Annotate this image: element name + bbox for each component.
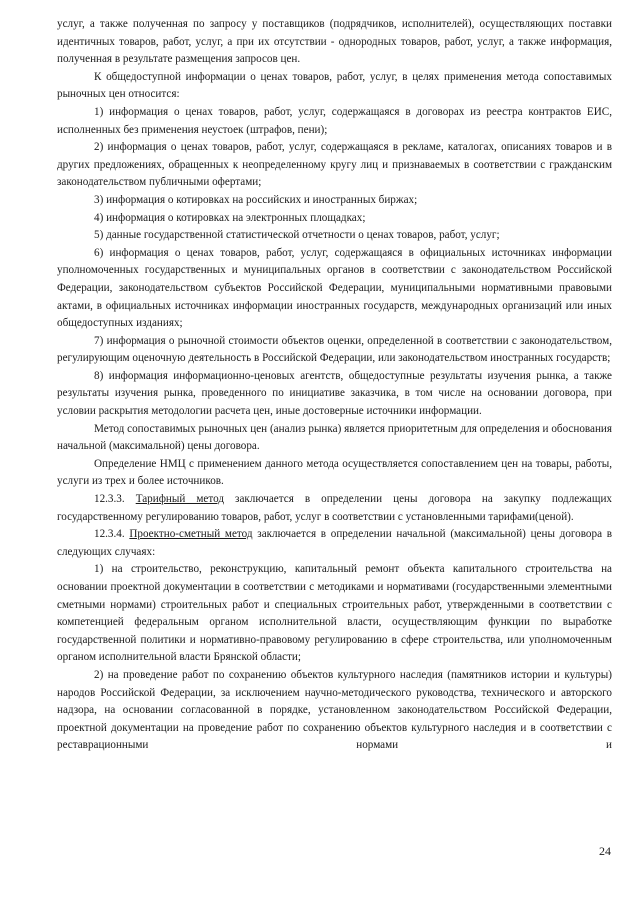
paragraph: услуг, а также полученная по запросу у поставщиков (подрядчиков, исполнителей), осуществляющих поставки идентичных товаров, работ, услуг, а при их отсутствии - однородных товаров, работ, услуг, а также информация, полученная в результате размещения запросов цен. [57,18,612,66]
paragraph: Метод сопоставимых рыночных цен (анализ рынка) является приоритетным для определения и обоснования начальной (максимальной) цены договора. [57,422,612,453]
list-item: 8) информация информационно-ценовых агентств, общедоступные результаты изучения рынка, а также результаты изучения рынка, проведенного по инициативе заказчика, в том числе на основании договора, при условии раскрытия методологии расчета цен, иные достоверные источники информации. [57,369,612,418]
paragraph-text: заключается в определении цены договора на закупку подлежащих государственному регулированию товаров, работ, услуг в соответствии с установленными тарифами(ценой). [57,493,612,523]
section-number: 12.3.4. [94,528,125,541]
document-page [57,16,612,755]
list-item: 2) информация о ценах товаров, работ, услуг, содержащаяся в рекламе, каталогах, описаниях товаров и в других предложениях, обращенных к неопределенному кругу лиц и признаваемых в соответствии с гражданским законодательством публичными офертами; [57,141,612,189]
section-paragraph [57,526,612,561]
paragraph: К общедоступной информации о ценах товаров, работ, услуг, в целях применения метода сопоставимых рыночных цен относится: [57,70,612,101]
page-number: 24 [599,844,611,858]
method-term: Тарифный метод [135,493,224,506]
list-item: 7) информация о рыночной стоимости объектов оценки, определенной в соответствии с законодательством, регулирующим оценочную деятельность в Российской Федерации, или законодательством иностранных государств; [57,334,612,365]
list-item: 6) информация о ценах товаров, работ, услуг, содержащаяся в официальных источниках информации уполномоченных государственных и муниципальных органов в соответствии с законодательством Российской Федерации, законодательством субъектов Российской Федерации, муниципальными нормативными правовыми актами, в официальных источниках информации иностранных государств, международных организаций или иных общедоступных изданиях; [57,246,612,330]
method-term: Проектно-сметный метод [129,528,253,541]
section-paragraph [57,491,612,526]
list-item: 1) на строительство, реконструкцию, капитальный ремонт объекта капитального строительства на основании проектной документации в соответствии с методиками и нормативами (государственными элементными сметными нормами) строительных работ и специальных строительных работ, утвержденными в соответствии с компетенцией федеральным органом исполнительной власти, осуществляющим функции по выработке государственной политики и нормативно-правовому регулированию в сфере строительства, или уполномоченным органом исполнительной власти Брянской области; [57,563,612,664]
paragraph: Определение НМЦ с применением данного метода осуществляется сопоставлением цен на товары, работы, услуги из трех и более источников. [57,457,612,488]
list-item: 3) информация о котировках на российских и иностранных биржах; [94,193,418,206]
list-item: 1) информация о ценах товаров, работ, услуг, содержащаяся в договорах из реестра контрактов ЕИС, исполненных без применения неустоек (штрафов, пени); [57,105,612,136]
list-item: 2) на проведение работ по сохранению объектов культурного наследия (памятников истории и культуры) народов Российской Федерации, за исключением научно-методического руководства, технического и авторского надзора, на основании согласованной в порядке, установленном законодательством Российской Федерации, проектной документации на проведение работ по сохранению объектов культурного наследия и в соответствии с реставрационными нормами и [57,668,612,752]
list-item: 5) данные государственной статистической отчетности о ценах товаров, работ, услуг; [94,229,500,242]
section-number: 12.3.3. [94,493,125,506]
list-item: 4) информация о котировках на электронных площадках; [94,211,366,224]
paragraph-text: заключается в определении начальной (максимальной) цены договора в следующих случаях: [57,528,612,558]
